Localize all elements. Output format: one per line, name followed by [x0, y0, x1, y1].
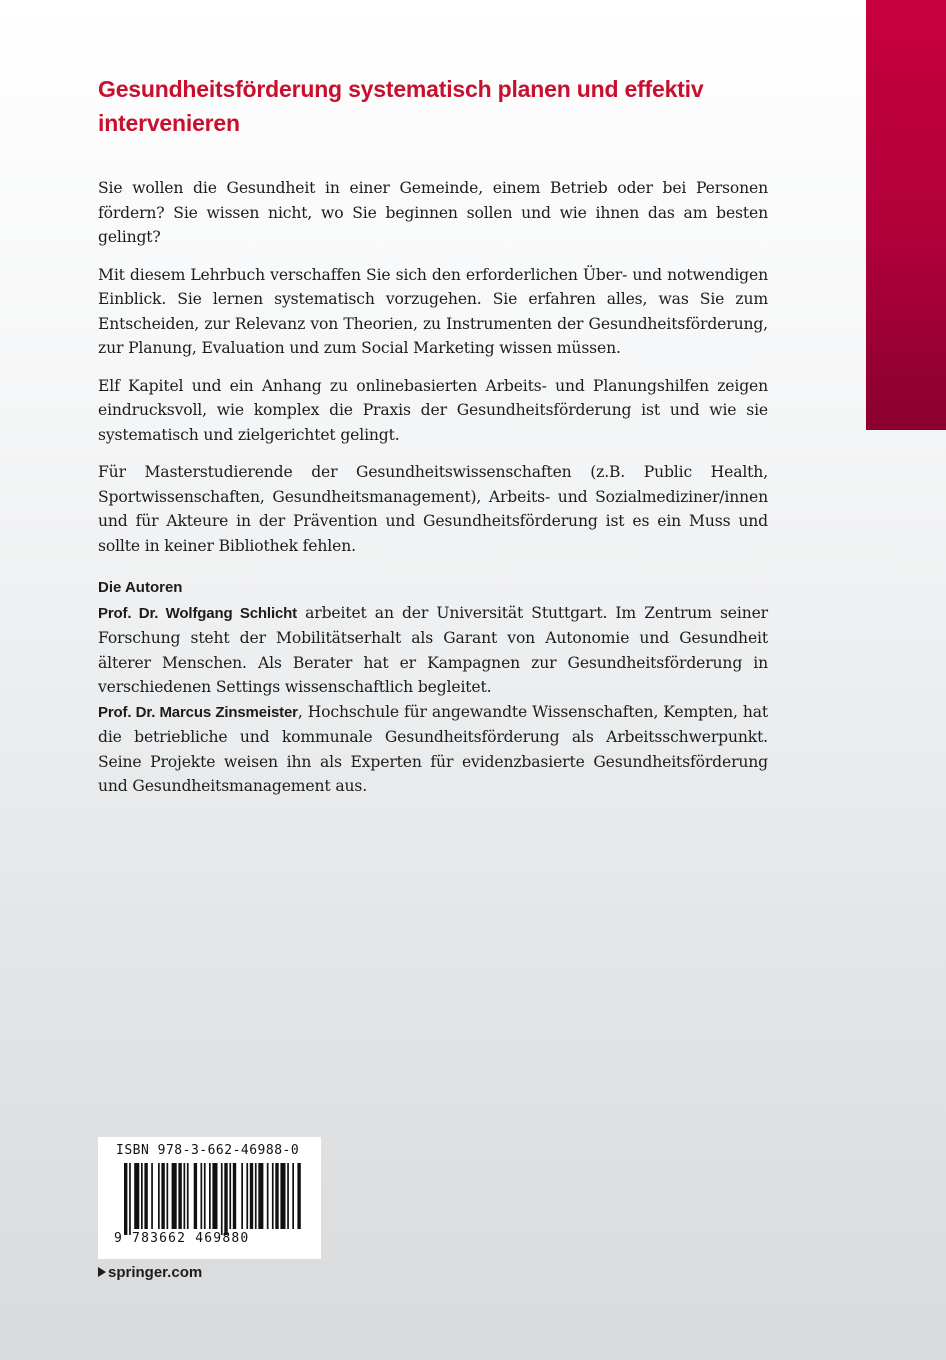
author-text-zinsmeister: , Hochschule für angewandte Wissenschaften, Kempten, hat die betriebliche und kommunale Gesundheitsförderung als Arbeitsschwerpunkt. Seine Projekte weisen ihn als Experten für evidenzbasierte Gesundheitsförderung und Gesundheitsmanagement aus.: [98, 702, 768, 795]
paragraph-overview: Mit diesem Lehrbuch verschaffen Sie sich den erforderlichen Über- und notwendigen Einblick. Sie lernen systematisch vorzugehen. Sie erfahren alles, was Sie zum Entscheiden, zur Relevanz von Theorien, zu Instrumenten der Gesundheitsförderung, zur Planung, Evaluation und zum Social Marketing wissen müssen.: [98, 265, 768, 357]
barcode-bar: [246, 1163, 248, 1229]
barcode-bar: [241, 1163, 243, 1229]
back-cover-text: [98, 72, 768, 799]
barcode-bar: [255, 1163, 257, 1229]
author-bio-zinsmeister: [98, 700, 768, 799]
barcode-bar: [167, 1163, 169, 1229]
barcode-digits: 9 783662 469880: [114, 1231, 250, 1246]
barcode-bar: [178, 1163, 181, 1229]
barcode-bar: [224, 1163, 227, 1235]
barcode-bar: [134, 1163, 139, 1229]
barcode-bar: [158, 1163, 160, 1229]
barcode-bar: [172, 1163, 177, 1229]
barcode-bar: [275, 1163, 278, 1229]
barcode-bar: [258, 1163, 263, 1229]
publisher-link[interactable]: [98, 1264, 202, 1281]
authors-heading: Die Autoren: [98, 579, 183, 596]
author-text-schlicht: arbeitet an der Universität Stuttgart. Im Zentrum seiner Forschung steht der Mobilitätserhalt als Garant von Autonomie und Gesundheit älterer Menschen. Als Berater hat er Kampagnen zur Gesundheitsförderung in verschiedenen Settings wissenschaftlich begleitet.: [98, 603, 768, 696]
paragraph-audience: Für Masterstudierende der Gesundheitswissenschaften (z.B. Public Health, Sportwissenschaften, Gesundheitsmanagement), Arbeits- und Sozialmediziner/innen und für Akteure in der Prävention und Gesundheitsförderung ist es ein Muss und sollte in keiner Bibliothek fehlen.: [98, 463, 768, 555]
paragraph-chapters: Elf Kapitel und ein Anhang zu onlinebasierten Arbeits- und Planungshilfen zeigen eindrucksvoll, wie komplex die Praxis der Gesundheitsförderung ist und wie sie systematisch und zielgerichtet gelingt.: [98, 376, 768, 444]
barcode-bar: [267, 1163, 269, 1229]
barcode-bar: [272, 1163, 274, 1229]
barcode-bar: [144, 1163, 147, 1229]
barcode-bar: [280, 1163, 285, 1229]
barcode-bar: [151, 1163, 153, 1229]
barcode-bar: [161, 1163, 164, 1229]
paragraph-intro: Sie wollen die Gesundheit in einer Gemeinde, einem Betrieb oder bei Personen fördern? Sie wissen nicht, wo Sie beginnen sollen und wie ihnen das am besten gelingt?: [98, 179, 768, 246]
barcode-bar: [187, 1163, 189, 1229]
barcode-bar: [292, 1163, 294, 1229]
headline: Gesundheitsförderung systematisch planen und effektiv intervenieren: [98, 76, 704, 136]
barcode-bar: [212, 1163, 217, 1229]
barcode-bar: [229, 1163, 231, 1229]
barcode-bar: [250, 1163, 253, 1229]
accent-color-bar: [866, 0, 946, 430]
author-bio-schlicht: [98, 601, 768, 700]
author-name-schlicht: Prof. Dr. Wolfgang Schlicht: [98, 604, 298, 622]
barcode-bar: [184, 1163, 186, 1229]
barcode-bar: [287, 1163, 289, 1229]
barcode-bar: [201, 1163, 203, 1229]
barcode-bar: [124, 1163, 127, 1235]
barcode-bar: [194, 1163, 197, 1229]
barcode-bar: [209, 1163, 211, 1229]
barcode-icon: [124, 1163, 304, 1235]
isbn-label: ISBN 978-3-662-46988-0: [116, 1143, 300, 1158]
barcode-bar: [141, 1163, 143, 1229]
publisher-label: springer.com: [108, 1264, 203, 1281]
barcode-bar: [297, 1163, 300, 1229]
arrow-right-icon: [98, 1267, 106, 1277]
barcode-bar: [129, 1163, 131, 1235]
author-name-zinsmeister: Prof. Dr. Marcus Zinsmeister: [98, 703, 298, 721]
barcode-bar: [204, 1163, 206, 1229]
isbn-barcode-box: [98, 1137, 321, 1259]
barcode-bar: [221, 1163, 223, 1235]
barcode-bar: [233, 1163, 236, 1229]
